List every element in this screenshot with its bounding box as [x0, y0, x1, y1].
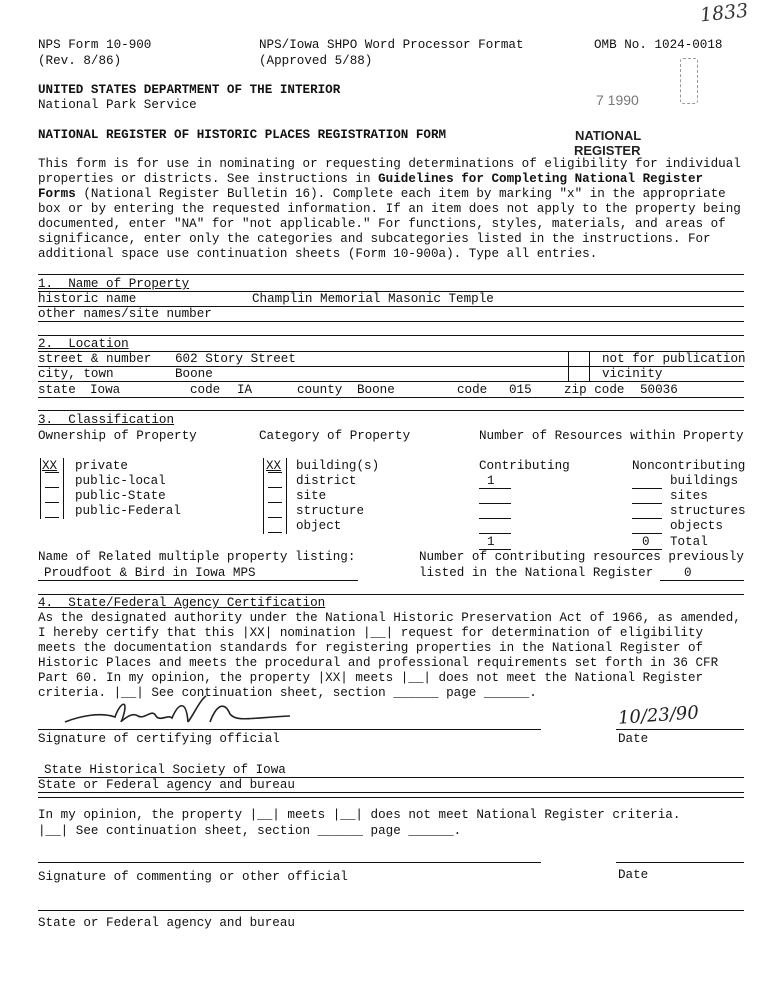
section2-heading: 2. Location — [38, 337, 129, 351]
ownership-option-label: public-Federal — [75, 504, 181, 518]
state-value: Iowa — [90, 383, 121, 397]
vicinity-label: vicinity — [602, 367, 663, 381]
resource-type-label: objects — [670, 519, 723, 533]
agency-value: State Historical Society of Iowa — [44, 763, 286, 777]
count-blank — [479, 518, 511, 519]
certification-line: criteria. |__| See continuation sheet, section ______ page ______. — [38, 686, 537, 700]
divider — [38, 792, 744, 793]
divider — [38, 381, 744, 382]
noncontributing-total: 0 — [642, 535, 650, 549]
intro-line: documented, enter "NA" for "not applicable." For functions, styles, materials, and areas of — [38, 217, 726, 231]
intro-line: significance, enter only the categories and subcategories listed in the instructions. For — [38, 232, 711, 246]
form-revision: (Rev. 8/86) — [38, 54, 122, 68]
intro-line — [38, 187, 726, 202]
contributing-total: 1 — [487, 535, 495, 549]
corner-handwritten-number: 1833 — [698, 0, 750, 27]
state-code-value: IA — [237, 383, 253, 397]
omb-number: OMB No. 1024-0018 — [594, 38, 723, 52]
certifying-signature-label: Signature of certifying official — [38, 732, 280, 746]
section4-heading: 4. State/Federal Agency Certification — [38, 596, 326, 610]
category-heading: Category of Property — [259, 429, 411, 443]
ownership-checkbox[interactable]: XX — [42, 459, 58, 473]
checkbox-underline — [268, 487, 282, 488]
divider — [38, 335, 744, 336]
count-blank — [632, 488, 662, 489]
city-label: city, town — [38, 367, 114, 381]
department-title: UNITED STATES DEPARTMENT OF THE INTERIOR — [38, 83, 341, 97]
county-code-label: code — [457, 383, 488, 397]
form-title: NATIONAL REGISTER OF HISTORIC PLACES REGISTRATION FORM — [38, 128, 447, 142]
city-value: Boone — [175, 367, 213, 381]
category-option-label: building(s) — [296, 459, 380, 473]
divider — [38, 321, 744, 322]
checkbox-underline — [268, 517, 282, 518]
format-note: NPS/Iowa SHPO Word Processor Format — [259, 38, 524, 52]
checkbox-underline — [268, 472, 282, 473]
zip-value: 50036 — [640, 383, 678, 397]
street-label: street & number — [38, 352, 152, 366]
checkbox-underline — [45, 502, 59, 503]
noncontributing-heading: Noncontributing — [632, 459, 746, 473]
contributing-heading: Contributing — [479, 459, 570, 473]
resource-type-label: buildings — [670, 474, 739, 488]
ownership-option-label: private — [75, 459, 128, 473]
count-blank — [479, 503, 511, 504]
approved-note: (Approved 5/88) — [259, 54, 373, 68]
county-code-value: 015 — [509, 383, 532, 397]
intro-line: additional space use continuation sheets (Form 10-900a). Type all entries. — [38, 247, 598, 261]
checkbox-underline — [45, 472, 59, 473]
section1-heading: 1. Name of Property — [38, 277, 190, 291]
checkbox-underline — [45, 487, 59, 488]
date-line — [616, 729, 744, 730]
stamp-register: REGISTER — [574, 143, 641, 158]
state-label: state — [38, 383, 76, 397]
contributing-count: 1 — [487, 474, 495, 488]
handwritten-date: 10/23/90 — [617, 702, 700, 729]
checkbox-underline — [45, 517, 59, 518]
resource-type-label: sites — [670, 489, 708, 503]
category-option-label: structure — [296, 504, 365, 518]
form-number: NPS Form 10-900 — [38, 38, 152, 52]
not-for-publication-label: not for publication — [602, 352, 746, 366]
county-label: county — [297, 383, 343, 397]
ownership-heading: Ownership of Property — [38, 429, 197, 443]
county-value: Boone — [357, 383, 395, 397]
checkbox-underline — [268, 502, 282, 503]
category-checkbox[interactable]: XX — [266, 459, 282, 473]
opinion-line: In my opinion, the property |__| meets |__| does not meet National Register criteria. — [38, 808, 681, 822]
zip-label: zip code — [564, 383, 625, 397]
previously-listed-value: 0 — [684, 566, 692, 580]
resource-type-label: structures — [670, 504, 746, 518]
previously-listed-underline — [660, 580, 744, 581]
related-listing-underline — [38, 580, 358, 581]
resources-heading: Number of Resources within Property — [479, 429, 744, 443]
stamp-date: 7 1990 — [596, 92, 639, 108]
category-option-label: site — [296, 489, 327, 503]
signature-line — [38, 729, 541, 730]
intro-line — [38, 172, 703, 187]
related-listing-label: Name of Related multiple property listing: — [38, 550, 356, 564]
section3-heading: 3. Classification — [38, 413, 175, 427]
stamp-mark — [680, 58, 698, 104]
ownership-box-frame — [40, 458, 64, 519]
divider — [38, 274, 744, 275]
handwritten-signature — [60, 692, 300, 732]
category-option-label: object — [296, 519, 342, 533]
previously-listed-label: listed in the National Register — [419, 566, 654, 580]
divider — [38, 797, 744, 798]
count-blank — [479, 488, 511, 489]
intro-text: (National Register Bulletin 16). Complete each item by marking "x" in the appropriate — [75, 187, 726, 201]
guidelines-title: Guidelines for Completing National Register — [378, 172, 704, 186]
agency-line — [38, 910, 744, 911]
intro-line: box or by entering the requested information. If an item does not apply to the property being — [38, 202, 741, 216]
resource-type-label: Total — [670, 535, 708, 549]
service-name: National Park Service — [38, 98, 197, 112]
count-blank — [632, 503, 662, 504]
category-option-label: district — [296, 474, 357, 488]
historic-name-label: historic name — [38, 292, 137, 306]
agency-label: State or Federal agency and bureau — [38, 778, 295, 792]
count-blank — [479, 533, 511, 534]
divider — [38, 397, 744, 398]
count-blank — [632, 533, 662, 534]
intro-line: This form is for use in nominating or requesting determinations of eligibility for individual — [38, 157, 741, 171]
ownership-option-label: public-local — [75, 474, 166, 488]
forms-title: Forms — [38, 187, 76, 201]
date-label: Date — [618, 732, 649, 746]
count-blank — [632, 518, 662, 519]
ownership-option-label: public-State — [75, 489, 166, 503]
date-label: Date — [618, 868, 649, 882]
divider — [38, 594, 744, 595]
signature-line — [38, 862, 541, 863]
checkbox-underline — [268, 532, 282, 533]
related-listing-value: Proudfoot & Bird in Iowa MPS — [44, 566, 256, 580]
agency-label: State or Federal agency and bureau — [38, 916, 295, 930]
previously-listed-label: Number of contributing resources previously — [419, 550, 744, 564]
certification-line: meets the documentation standards for registering properties in the National Register of — [38, 641, 704, 655]
opinion-line: |__| See continuation sheet, section ______ page ______. — [38, 824, 462, 838]
intro-text: properties or districts. See instructions in — [38, 172, 379, 186]
state-code-label: code — [190, 383, 221, 397]
certification-line: Part 60. In my opinion, the property |XX| meets |__| does not meet the National Register — [38, 671, 704, 685]
certification-line: Historic Places and meets the procedural and professional requirements set forth in 36 CFR — [38, 656, 719, 670]
commenting-signature-label: Signature of commenting or other official — [38, 870, 348, 884]
divider — [38, 410, 744, 411]
stamp-national: NATIONAL — [575, 128, 642, 143]
other-names-label: other names/site number — [38, 307, 212, 321]
certification-line: As the designated authority under the National Historic Preservation Act of 1966, as amended, — [38, 611, 741, 625]
date-line — [616, 862, 744, 863]
street-value: 602 Story Street — [175, 352, 296, 366]
certification-line: I hereby certify that this |XX| nomination |__| request for determination of eligibility — [38, 626, 704, 640]
category-box-frame — [263, 458, 287, 534]
historic-name-value: Champlin Memorial Masonic Temple — [252, 292, 494, 306]
